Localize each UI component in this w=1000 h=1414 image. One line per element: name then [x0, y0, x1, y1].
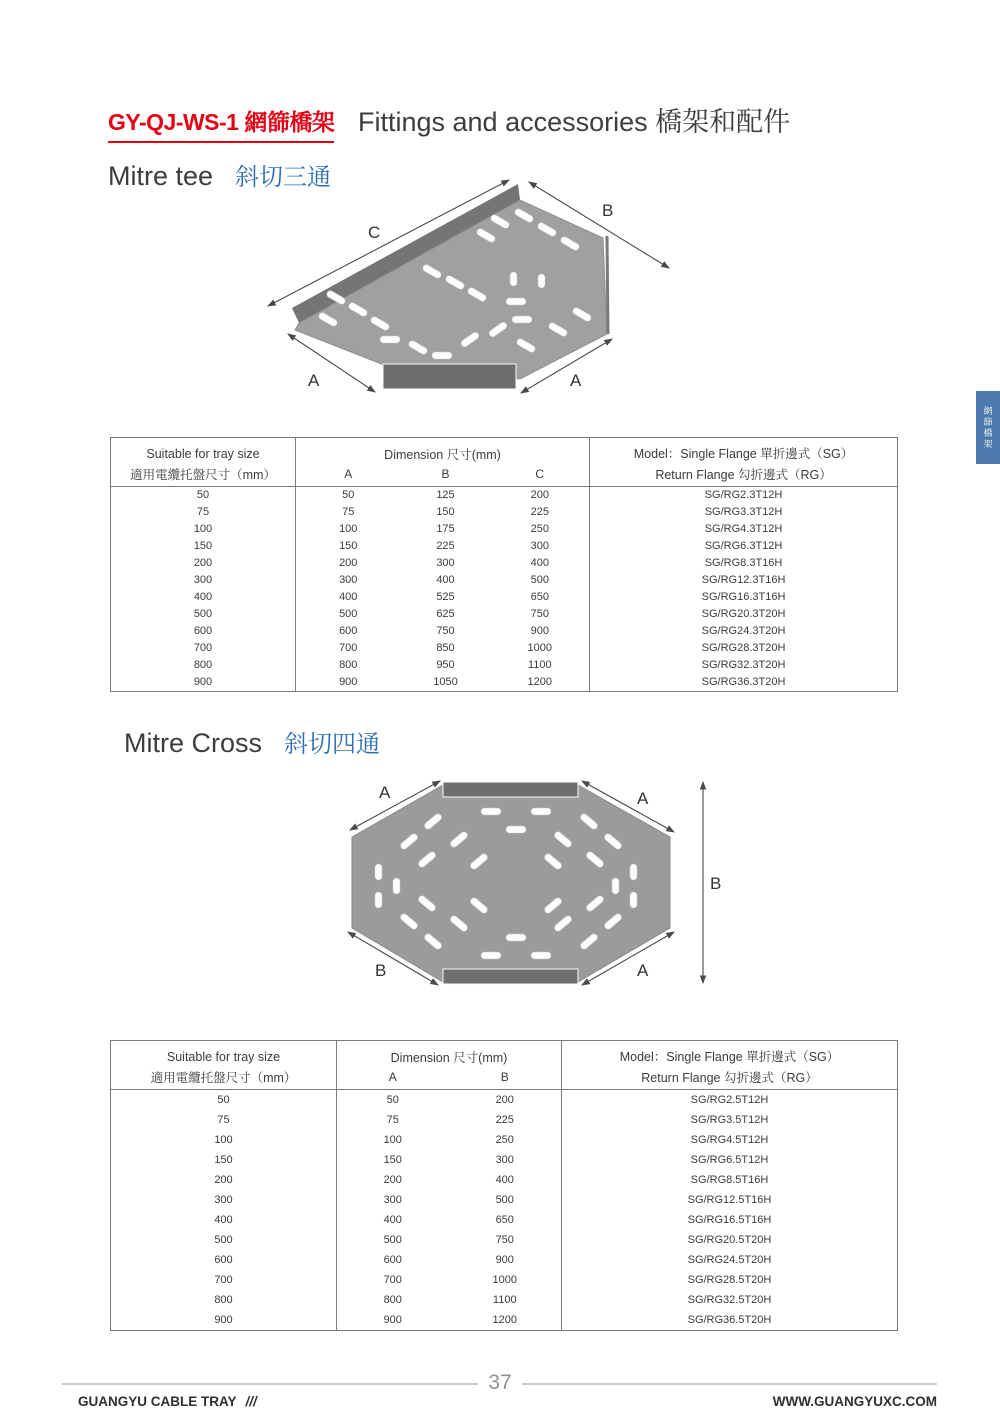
col-header-tray-size: Suitable for tray size 適用電纜托盤尺寸（mm） — [111, 1041, 337, 1090]
table-cell: SG/RG36.5T20H — [562, 1310, 898, 1331]
table-row — [111, 1250, 898, 1270]
table-cell: SG/RG6.5T12H — [562, 1150, 898, 1170]
table-cell: 800 — [337, 1290, 449, 1310]
table-cell: 400 — [296, 589, 401, 606]
mitre-cross-table — [110, 1040, 897, 1331]
table-row — [111, 521, 898, 538]
table-cell: 950 — [436, 659, 455, 672]
heading-zh: 斜切三通 — [235, 164, 332, 191]
dimension-label-b: B — [602, 201, 614, 220]
dimension-label-a-right: A — [570, 371, 582, 390]
table-cell: 625 — [436, 608, 455, 621]
table-cell: 200 — [495, 1093, 514, 1106]
table-row — [111, 1310, 898, 1331]
heading-zh: 斜切四通 — [284, 731, 381, 758]
table-cell: 500 — [214, 1233, 233, 1246]
table-body — [111, 1090, 898, 1331]
table-cell: 750 — [436, 625, 455, 638]
dimension-label-b-bottom-left: B — [375, 961, 387, 980]
table-row — [111, 640, 898, 657]
col-header-dimension: Dimension 尺寸(mm) — [296, 438, 590, 466]
product-code: GY-QJ-WS-1 網篩橋架 — [108, 104, 334, 143]
table-row — [111, 657, 898, 674]
table-cell: 600 — [193, 625, 213, 638]
table-cell: 50 — [296, 487, 401, 505]
table-cell: 300 — [214, 1193, 233, 1206]
table-cell: 200 — [337, 1170, 449, 1190]
table-cell: SG/RG16.3T16H — [590, 589, 898, 606]
table-row — [111, 1170, 898, 1190]
page-number: 37 — [478, 1371, 522, 1395]
dimension-label-c: C — [368, 223, 381, 242]
footer-website: WWW.GUANGYUXC.COM — [772, 1394, 937, 1409]
table-cell: 525 — [436, 591, 455, 604]
table-cell: 300 — [495, 1153, 514, 1166]
table-row — [111, 538, 898, 555]
table-row — [111, 1210, 898, 1230]
dimension-label-a-bottom-right: A — [637, 961, 649, 980]
table-cell: SG/RG20.5T20H — [562, 1230, 898, 1250]
table-header — [111, 438, 898, 487]
table-cell: SG/RG32.3T20H — [590, 657, 898, 674]
table-cell: 400 — [436, 574, 455, 587]
top-flange — [443, 782, 578, 797]
table-cell: 500 — [296, 606, 401, 623]
sub-header-b: B — [449, 1068, 562, 1089]
table-row — [111, 572, 898, 589]
sub-header-a: A — [337, 1068, 449, 1089]
table-cell: 500 — [530, 574, 549, 587]
table-cell: 300 — [193, 574, 213, 587]
table-cell: 75 — [217, 1113, 230, 1126]
table-cell: 300 — [337, 1190, 449, 1210]
page-title: Fittings and accessories 橋架和配件 — [358, 107, 791, 137]
table-row — [111, 1090, 898, 1111]
table-cell: 1200 — [492, 1313, 517, 1326]
table-cell: 100 — [337, 1130, 449, 1150]
table-cell: 1000 — [527, 642, 552, 655]
table-cell: SG/RG12.5T16H — [562, 1190, 898, 1210]
table-cell: 175 — [436, 523, 455, 536]
table-cell: 650 — [530, 591, 549, 604]
table-cell: 650 — [495, 1213, 514, 1226]
mitre-tee-diagram — [262, 158, 702, 418]
table-cell: 300 — [436, 557, 455, 570]
table-cell: 150 — [214, 1153, 233, 1166]
table-row — [111, 504, 898, 521]
table-row — [111, 589, 898, 606]
table-row — [111, 1130, 898, 1150]
table-cell: 300 — [530, 540, 549, 553]
table-cell: 1000 — [492, 1273, 517, 1286]
table-cell: 125 — [436, 489, 455, 502]
table-cell: SG/RG20.3T20H — [590, 606, 898, 623]
col-header-model: Model：Single Flange 單折邊式（SG） Return Flange 勾折邊式（RG） — [562, 1041, 898, 1090]
table-cell: SG/RG4.5T12H — [562, 1130, 898, 1150]
table-cell: 250 — [530, 523, 549, 536]
table-row — [111, 1290, 898, 1310]
table-cell: 900 — [296, 674, 401, 692]
dimension-label-a-left: A — [308, 371, 320, 390]
table-cell: 150 — [193, 540, 213, 553]
table-cell: 1100 — [492, 1293, 517, 1306]
table-cell: 850 — [436, 642, 455, 655]
table-cell: 50 — [217, 1093, 230, 1106]
table-cell: 500 — [337, 1230, 449, 1250]
table-cell: SG/RG24.3T20H — [590, 623, 898, 640]
heading-en: Mitre Cross — [124, 728, 263, 758]
table-cell: 1100 — [527, 659, 552, 672]
table-cell: 400 — [495, 1173, 514, 1186]
table-cell: SG/RG6.3T12H — [590, 538, 898, 555]
table-cell: 50 — [196, 489, 210, 502]
table-cell: SG/RG36.3T20H — [590, 674, 898, 692]
table-cell: 900 — [193, 676, 213, 689]
table-row — [111, 1150, 898, 1170]
table-body — [111, 487, 898, 692]
table-cell: 75 — [296, 504, 401, 521]
table-row — [111, 606, 898, 623]
table-cell: 900 — [530, 625, 549, 638]
table-cell: 1200 — [527, 676, 552, 689]
table-row — [111, 1230, 898, 1250]
heading-en: Mitre tee — [108, 161, 214, 191]
mitre-tee-table — [110, 437, 897, 692]
table-cell: SG/RG28.5T20H — [562, 1270, 898, 1290]
table-cell: 1050 — [433, 676, 458, 689]
table-cell: 400 — [530, 557, 549, 570]
table-cell: SG/RG3.3T12H — [590, 504, 898, 521]
table-row — [111, 487, 898, 505]
table-cell: 300 — [296, 572, 401, 589]
table-cell: 600 — [296, 623, 401, 640]
table-cell: 225 — [436, 540, 455, 553]
table-cell: SG/RG24.5T20H — [562, 1250, 898, 1270]
table-cell: 75 — [196, 506, 210, 519]
dimension-label-a-top-right: A — [637, 789, 649, 808]
table-cell: 200 — [214, 1173, 233, 1186]
table-cell: SG/RG2.5T12H — [562, 1090, 898, 1111]
table-cell: SG/RG12.3T16H — [590, 572, 898, 589]
table-cell: 200 — [296, 555, 401, 572]
col-header-model: Model：Single Flange 單折邊式（SG） Return Flange 勾折邊式（RG） — [590, 438, 898, 487]
table-cell: 800 — [296, 657, 401, 674]
sub-header-b: B — [401, 465, 491, 486]
table-cell: 50 — [337, 1090, 449, 1111]
table-cell: 100 — [296, 521, 401, 538]
table-cell: SG/RG3.5T12H — [562, 1110, 898, 1130]
footer-slashes: /// — [245, 1394, 257, 1409]
table-cell: 225 — [495, 1113, 514, 1126]
table-cell: SG/RG8.3T16H — [590, 555, 898, 572]
table-row — [111, 674, 898, 692]
table-cell: 800 — [214, 1293, 233, 1306]
table-cell: 700 — [214, 1273, 233, 1286]
table-cell: 150 — [337, 1150, 449, 1170]
table-row — [111, 1110, 898, 1130]
table-cell: SG/RG16.5T16H — [562, 1210, 898, 1230]
table-cell: 750 — [530, 608, 549, 621]
table-cell: 900 — [495, 1253, 514, 1266]
table-cell: 225 — [530, 506, 549, 519]
table-row — [111, 623, 898, 640]
table-cell: 900 — [214, 1313, 233, 1326]
side-index-tab: 網篩橋架 — [976, 391, 1000, 464]
table-cell: 400 — [337, 1210, 449, 1230]
table-cell: 100 — [193, 523, 213, 536]
mitre-cross-diagram — [335, 772, 735, 1007]
table-cell: 500 — [495, 1193, 514, 1206]
table-cell: 400 — [193, 591, 213, 604]
bottom-flange — [443, 969, 578, 984]
table-row — [111, 555, 898, 572]
footer-brand-text: GUANGYU CABLE TRAY — [78, 1394, 237, 1409]
table-cell: 200 — [530, 489, 549, 502]
tray-front-wall — [383, 364, 516, 389]
table-cell: 600 — [214, 1253, 233, 1266]
table-cell: 250 — [495, 1133, 514, 1146]
table-cell: 100 — [214, 1133, 233, 1146]
table-cell: SG/RG28.3T20H — [590, 640, 898, 657]
table-cell: 75 — [337, 1110, 449, 1130]
sub-header-c: C — [491, 465, 590, 486]
col-header-tray-size: Suitable for tray size 適用電纜托盤尺寸（mm） — [111, 438, 296, 487]
table-cell: 500 — [193, 608, 213, 621]
table-cell: SG/RG2.3T12H — [590, 487, 898, 505]
table-cell: 600 — [337, 1250, 449, 1270]
table-cell: SG/RG8.5T16H — [562, 1170, 898, 1190]
table-cell: 200 — [193, 557, 213, 570]
table-header — [111, 1041, 898, 1090]
dimension-label-a-top-left: A — [379, 783, 391, 802]
table-cell: 700 — [296, 640, 401, 657]
table-cell: 900 — [337, 1310, 449, 1331]
table-row — [111, 1190, 898, 1210]
table-cell: 700 — [193, 642, 213, 655]
table-cell: 400 — [214, 1213, 233, 1226]
table-cell: 800 — [193, 659, 213, 672]
tray-right-wall — [607, 236, 608, 334]
table-cell: 750 — [495, 1233, 514, 1246]
footer-brand — [78, 1394, 257, 1409]
table-cell: 700 — [337, 1270, 449, 1290]
table-cell: 150 — [436, 506, 455, 519]
table-row — [111, 1270, 898, 1290]
table-cell: SG/RG32.5T20H — [562, 1290, 898, 1310]
sub-header-a: A — [296, 465, 401, 486]
section-heading-mitre-cross — [124, 724, 380, 759]
dimension-label-b-right: B — [710, 874, 722, 893]
table-cell: SG/RG4.3T12H — [590, 521, 898, 538]
table-cell: 150 — [296, 538, 401, 555]
col-header-dimension: Dimension 尺寸(mm) — [337, 1041, 562, 1069]
